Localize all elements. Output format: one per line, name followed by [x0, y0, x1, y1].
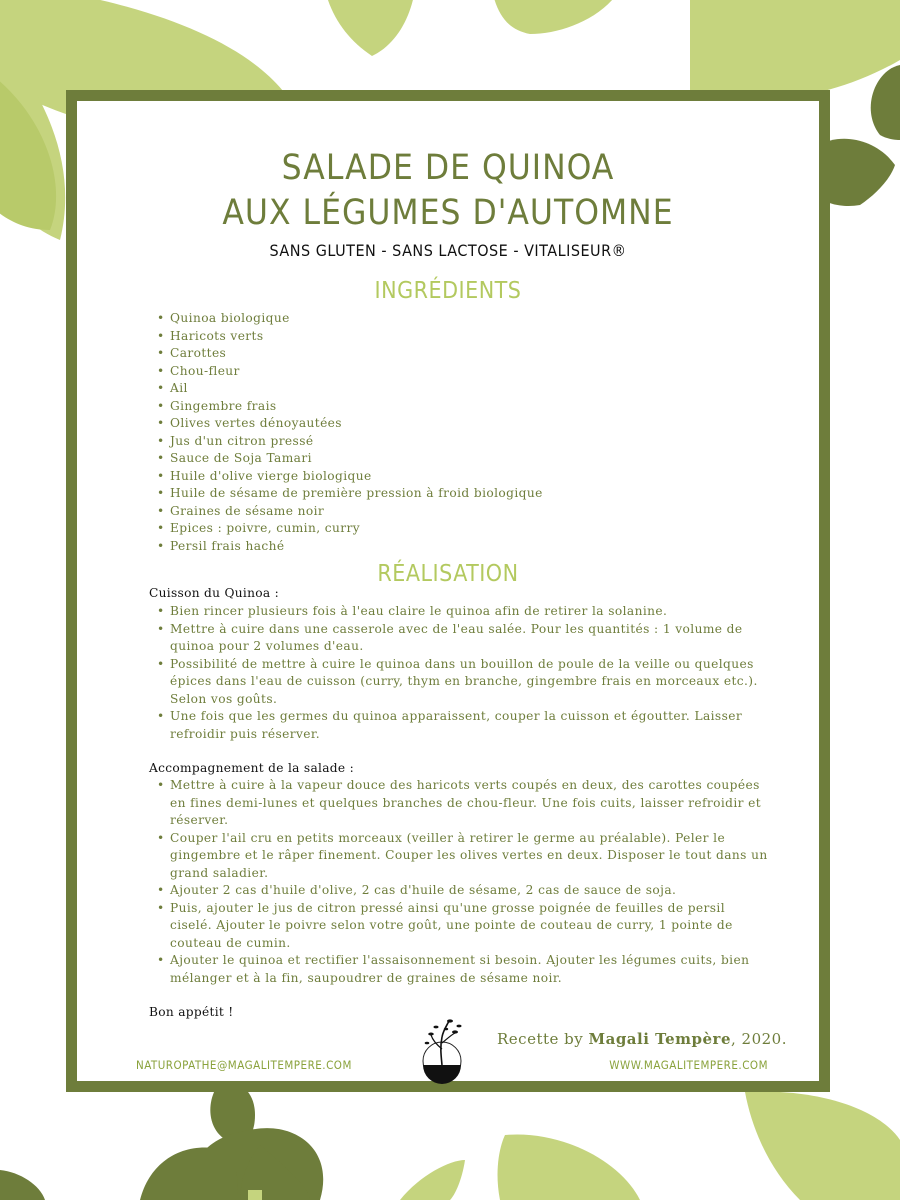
- email-link[interactable]: NATUROPATHE@MAGALITEMPERE.COM: [136, 1058, 352, 1072]
- author-name: Magali Tempère: [588, 1030, 731, 1048]
- ingredient-item: • Jus d'un citron pressé: [151, 433, 771, 451]
- accompagnement-label: Accompagnement de la salade :: [149, 761, 354, 775]
- recipe-title-line-1: SALADE DE QUINOA: [281, 148, 615, 188]
- accompagnement-step: • Puis, ajouter le jus de citron pressé ainsi qu'une grosse poignée de feuilles de persil ciselé. Ajouter le poivre selon votre goût, une pointe de couteau de curry, 1 pointe de couteau de cumin.: [151, 900, 771, 953]
- leaf-shape: [498, 1134, 640, 1200]
- leaf-shape: [325, 0, 415, 56]
- accompagnement-step: • Mettre à cuire à la vapeur douce des haricots verts coupés en deux, des carottes coupées en fines demi-lunes et quelques branches de chou-fleur. Une fois cuits, laisser refroidir et réserver.: [151, 777, 771, 830]
- ingredient-item: • Quinoa biologique: [151, 310, 771, 328]
- leaf-shape: [400, 1160, 465, 1200]
- accompagnement-step: • Couper l'ail cru en petits morceaux (veiller à retirer le germe au préalable). Peler le gingembre et le râper finement. Couper les olives vertes en deux. Disposer le tout dans un grand saladier.: [151, 830, 771, 883]
- cuisson-step: • Une fois que les germes du quinoa apparaissent, couper la cuisson et égoutter. Laisser refroidir puis réserver.: [151, 708, 771, 743]
- closing-text: Bon appétit !: [149, 1005, 234, 1019]
- ingredient-item: • Epices : poivre, cumin, curry: [151, 520, 771, 538]
- website-link[interactable]: WWW.MAGALITEMPERE.COM: [609, 1058, 768, 1072]
- recipe-card: [66, 90, 830, 1092]
- ingredient-item: • Carottes: [151, 345, 771, 363]
- leaf-shape: [492, 0, 620, 34]
- ingredient-item: • Huile d'olive vierge biologique: [151, 468, 771, 486]
- ingredient-item: • Huile de sésame de première pression à froid biologique: [151, 485, 771, 503]
- leaf-shape: [140, 1147, 238, 1200]
- recipe-title-line-2: AUX LÉGUMES D'AUTOMNE: [222, 193, 674, 233]
- tree-in-circle-icon: [415, 1017, 469, 1085]
- cuisson-step: • Mettre à cuire dans une casserole avec de l'eau salée. Pour les quantités : 1 volume de quinoa pour 2 volumes d'eau.: [151, 621, 771, 656]
- credit-prefix: Recette by: [497, 1030, 589, 1048]
- leaf-shape: [248, 1190, 262, 1200]
- leaf-shape: [871, 65, 900, 140]
- cuisson-step: • Bien rincer plusieurs fois à l'eau claire le quinoa afin de retirer la solanine.: [151, 603, 771, 621]
- ingredients-list: [151, 310, 771, 555]
- ingredient-item: • Ail: [151, 380, 771, 398]
- ingredient-item: • Chou-fleur: [151, 363, 771, 381]
- leaf-shape: [0, 1170, 45, 1200]
- cuisson-step: • Possibilité de mettre à cuire le quinoa dans un bouillon de poule de la veille ou quelques épices dans l'eau de cuisson (curry, thym en branche, gingembre frais en morceaux etc.). Selon vos goûts.: [151, 656, 771, 709]
- ingredient-item: • Haricots verts: [151, 328, 771, 346]
- ingredient-item: • Gingembre frais: [151, 398, 771, 416]
- ingredient-item: • Graines de sésame noir: [151, 503, 771, 521]
- recipe-subtitle: SANS GLUTEN - SANS LACTOSE - VITALISEUR®: [269, 241, 627, 260]
- ingredient-item: • Sauce de Soja Tamari: [151, 450, 771, 468]
- recipe-credit: [497, 1030, 787, 1048]
- leaf-shape: [690, 0, 900, 103]
- accompagnement-step: • Ajouter le quinoa et rectifier l'assaisonnement si besoin. Ajouter les légumes cuits, bien mélanger et à la fin, saupoudrer de graines de sésame noir.: [151, 952, 771, 987]
- realisation-heading: RÉALISATION: [377, 561, 519, 587]
- leaf-shape: [745, 1092, 900, 1200]
- ingredients-heading: INGRÉDIENTS: [374, 278, 522, 304]
- cuisson-label: Cuisson du Quinoa :: [149, 586, 280, 600]
- accompagnement-steps: [151, 777, 771, 987]
- cuisson-steps: [151, 603, 771, 743]
- credit-suffix: , 2020.: [730, 1030, 787, 1048]
- ingredient-item: • Persil frais haché: [151, 538, 771, 556]
- ingredient-item: • Olives vertes dénoyautées: [151, 415, 771, 433]
- accompagnement-step: • Ajouter 2 cas d'huile d'olive, 2 cas d'huile de sésame, 2 cas de sauce de soja.: [151, 882, 771, 900]
